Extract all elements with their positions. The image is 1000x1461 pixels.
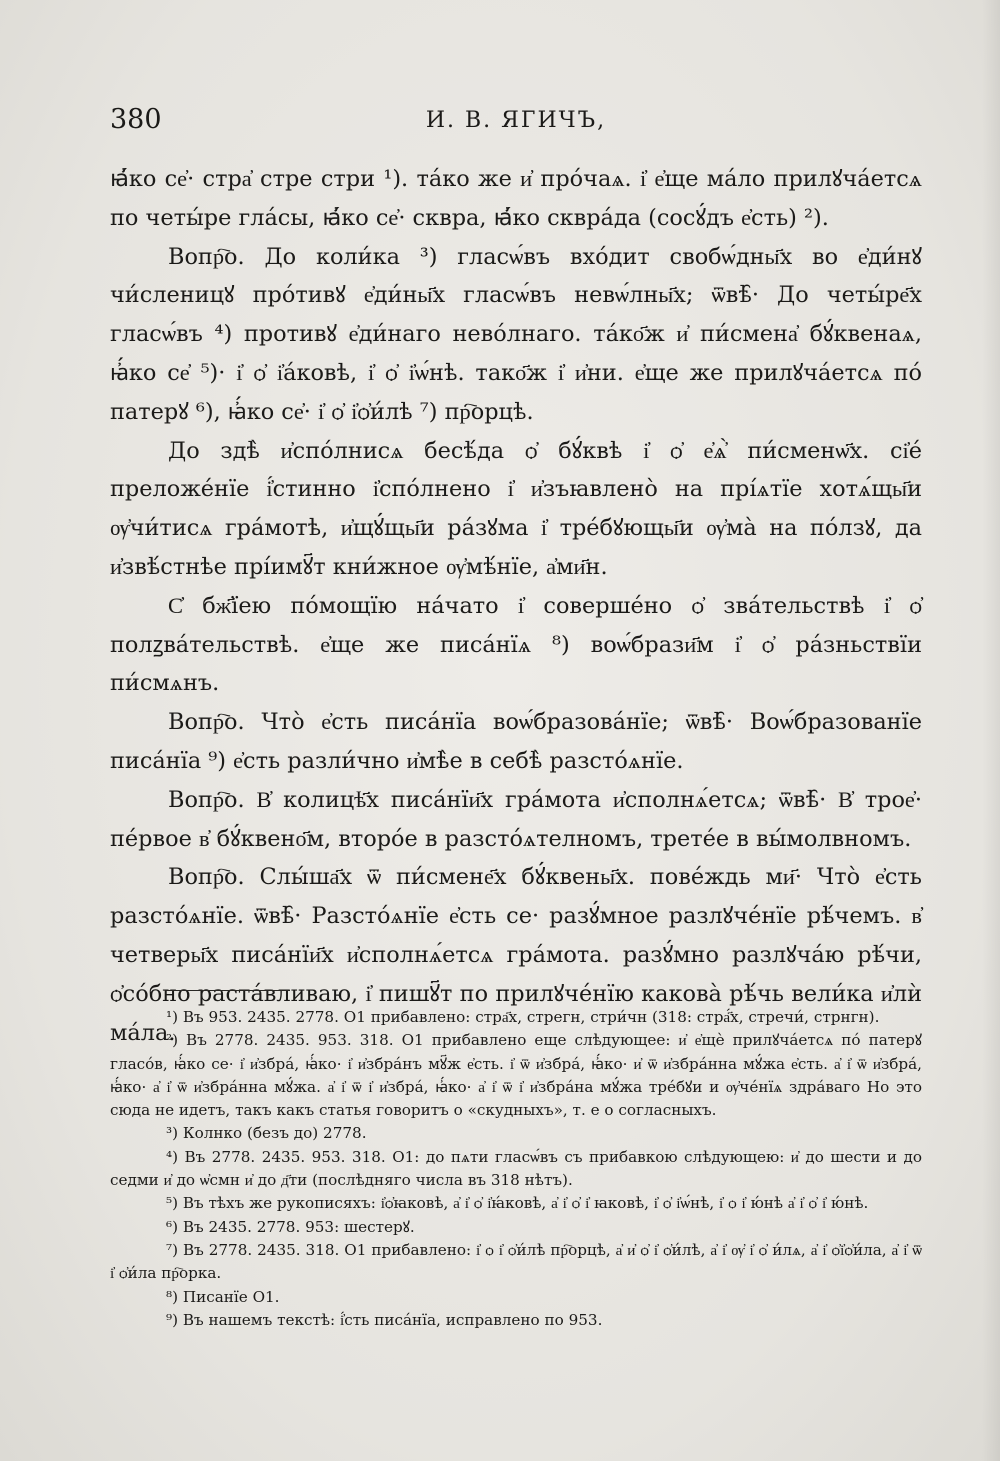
footnote-2: ²) Въ 2778. 2435. 953. 318. О1 прибавлено еще слѣдующее: и҆ е҆щѐ прилꙋча́етсѧ по́ патерꙋ гласо́в, ꙗ҆́ко се· і҆ и҆збра́, ꙗ҆́ко· і҆ и҆збра́нъ мꙋ҃ж е҆сть. і҆ ѿ и҆збра́, ꙗ҆́ко· и҆ ѿ и҆збра́нна мꙋ́жа е҆сть. а҆ і҆ ѿ и҆збра́, ꙗ҆́ко· а҆ і҆ ѿ и҆збра́нна мꙋ́жа. а҆ і҆ ѿ і҆ и҆збра́, ꙗ҆́ко· а҆ і҆ ѿ і҆ и҆збра́на мꙋ́жа тре́бꙋи и ѹ҆че́нїѧ здра́ваго Но это сюда не идетъ, такъ какъ статья говоритъ о «скудныхъ», т. е о согласныхъ. [110, 1031, 922, 1120]
paragraph-3: До здѣ̀ и҆спо́лнисѧ бесѣ́да ѻ҆ бꙋ́квѣ і҆ ѻ҆ е҆ѧ҆̀ пи́сменѡ҃х. сі҆е́ преложе́нїе і҆́стинно і҆спо́лнено і҆ и҆зъꙗвлено̀ на прі́ѧтїе хотѧ́щы҃и ѹ҆чи́тисѧ гра́мотѣ, и҆щꙋ́щы҃и ра́зꙋма і҆ тре́бꙋющы҃и ѹ҆ма̀ на по́лзꙋ, да и҆звѣ́стнѣе прі́имꙋ҃т кни́жное ѹ҆мѣ́нїе, а҆ми҃н. [110, 437, 922, 580]
footnote-1: ¹) Въ 953. 2435. 2778. О1 прибавлено: стра҃х, стрегн, стри́чн (318: стра́҃х, стречи́, стрнгн). [166, 1008, 880, 1026]
footnote-5: ⁵) Въ тѣхъ же рукописяхъ: і҆ѻ҆ꙗковѣ, а҆ і҆ ѻ҆ і҆ꙗ́ковѣ, а҆ і҆ ѻ҆ і҆ ꙗковѣ, і҆ ѻ҆ і҆ѡ́нѣ, і҆ ѻ і҆ ю́нѣ а҆ і҆ ѻ҆ і҆ ю́нѣ. [166, 1194, 869, 1213]
scan-edge-shadow [982, 0, 1000, 1461]
paragraph-6: Вопр҇о. В҆ колицѣ҃х писа́нїи҃х гра́мота и҆сполнѧ́етсѧ; ѿвѣ̑· В҆ трое҆· пе́рвое в҆ бꙋ́квено҃м, второ́е в разсто́ѧтелномъ, трете́е в вы́молвномъ. [110, 786, 922, 852]
footnote-3: ³) Колнко (безъ до) 2778. [166, 1124, 367, 1143]
paragraph-4: С҆ бж҃їею по́мощїю на́чато і҆ соверше́но ѻ҆ зва́тельствѣ і҆ ѻ҆ полꙁва́тельствѣ. е҆ще же писа́нїѧ ⁸) воѡ́брази҃м і҆ ѻ҆ ра́зньствїи пи́смѧнъ. [110, 592, 922, 697]
footnote-9: ⁹) Въ нашемъ текстѣ: і҆́сть писа́нїа, исправлено по 953. [166, 1310, 603, 1329]
footnote-8: ⁸) Писанїе О1. [166, 1287, 280, 1306]
footnote-6: ⁶) Въ 2435. 2778. 953: шестерꙋ. [166, 1217, 415, 1236]
main-text [110, 160, 922, 1052]
running-head: И. В. ЯГИЧЪ, [425, 108, 607, 133]
footnotes [110, 1006, 922, 1332]
paragraph-7: Вопр҇о. Слы́ша҃х ѿ пи́смене҃х бꙋ́квены҃х. пове́ждь ми҃· Что̀ е҆сть разсто́ѧнїе. ѿвѣ̑· Разсто́ѧнїе е҆сть се· разꙋ́мное разлꙋче́нїе рѣ́чемъ. в҆ четверы҃х писа́нїи҃х и҆сполнѧ́етсѧ гра́мота. разꙋ́мно разлꙋча́ю рѣ́чи, ѻ҆со́бно раста́вливаю, і҆ пишꙋ҃т по прилꙋче́нїю какова̀ рѣ́чь вели́ка и҆лѝ ма́ла. [110, 864, 922, 1046]
page-header [110, 104, 922, 144]
footnote-4: ⁴) Въ 2778. 2435. 953. 318. О1: до пѧти гласѡ́въ съ прибавкою слѣдующею: и҆ до шести и до седми и҆ до ѡ҆смн и҆ до д҃ти (послѣдняго числа въ 318 нѣтъ). [110, 1147, 922, 1190]
page-number: 380 [110, 104, 162, 135]
paragraph-5: Вопр҇о. Что̀ е҆сть писа́нїа воѡ́бразова́нїе; ѿвѣ̑· Воѡ́бразованїе писа́нїа ⁹) е҆сть разли́чно и҆мѣ̀е в себѣ̀ разсто́ѧнїе. [110, 709, 922, 774]
paragraph-2: Вопр҇о. До коли́ка ³) гласѡ́въ вхо́дит свобѡ́дны҃х во е҆ди́нꙋ чи́сленицꙋ про́тивꙋ е҆ди́ны҃х гласѡ́въ невѡ́лны҃х; ѿвѣ̑· До четы́ре҃х гласѡ́въ ⁴) противꙋ е҆ди́наго нево́лнаго. та́ко҃ж и҆ пи́смена҆ бꙋ́квенаѧ, ꙗ҆́ко се҆ ⁵)· і҆ ѻ҆ і҆а́ковѣ, і҆ ѻ҆ і҆ѡ́нѣ. тако҃ж і҆ и҆ни. е҆ще же прилꙋча́етсѧ по́ патерꙋ ⁶), ꙗ҆́ко се҆· і҆ ѻ҆ і҆ѻ҆и́лѣ ⁷) пр҇орцѣ. [110, 243, 922, 425]
footnote-7: ⁷) Въ 2778. 2435. 318. О1 прибавлено: і҆ ѻ і҆ ѻ҆и́лѣ пр҇орцѣ, а҆ и҆ ѻ҆ і҆ ѻ҆и́лѣ, а҆ і҆ ѹ҆ і҆ ѻ҆ и́лѧ, а҆ і҆ ѻ҆і҆ѻ҆и́ла, а҆ і҆ ѿ і҆ ѻ҆и́ла пр҇орка. [110, 1240, 922, 1283]
footnote-separator [165, 990, 290, 991]
paragraph-1: ꙗ҆́ко се҆· стра҆ стре стри ¹). та́ко же и҆ про́чаѧ. і҆ е҆ще ма́ло прилꙋча́етсѧ по четы́ре гла́сы, ꙗ҆́ко се҆· сквра, ꙗ҆́ко сквра́да (сосꙋ́дъ е҆сть) ²). [110, 166, 922, 231]
